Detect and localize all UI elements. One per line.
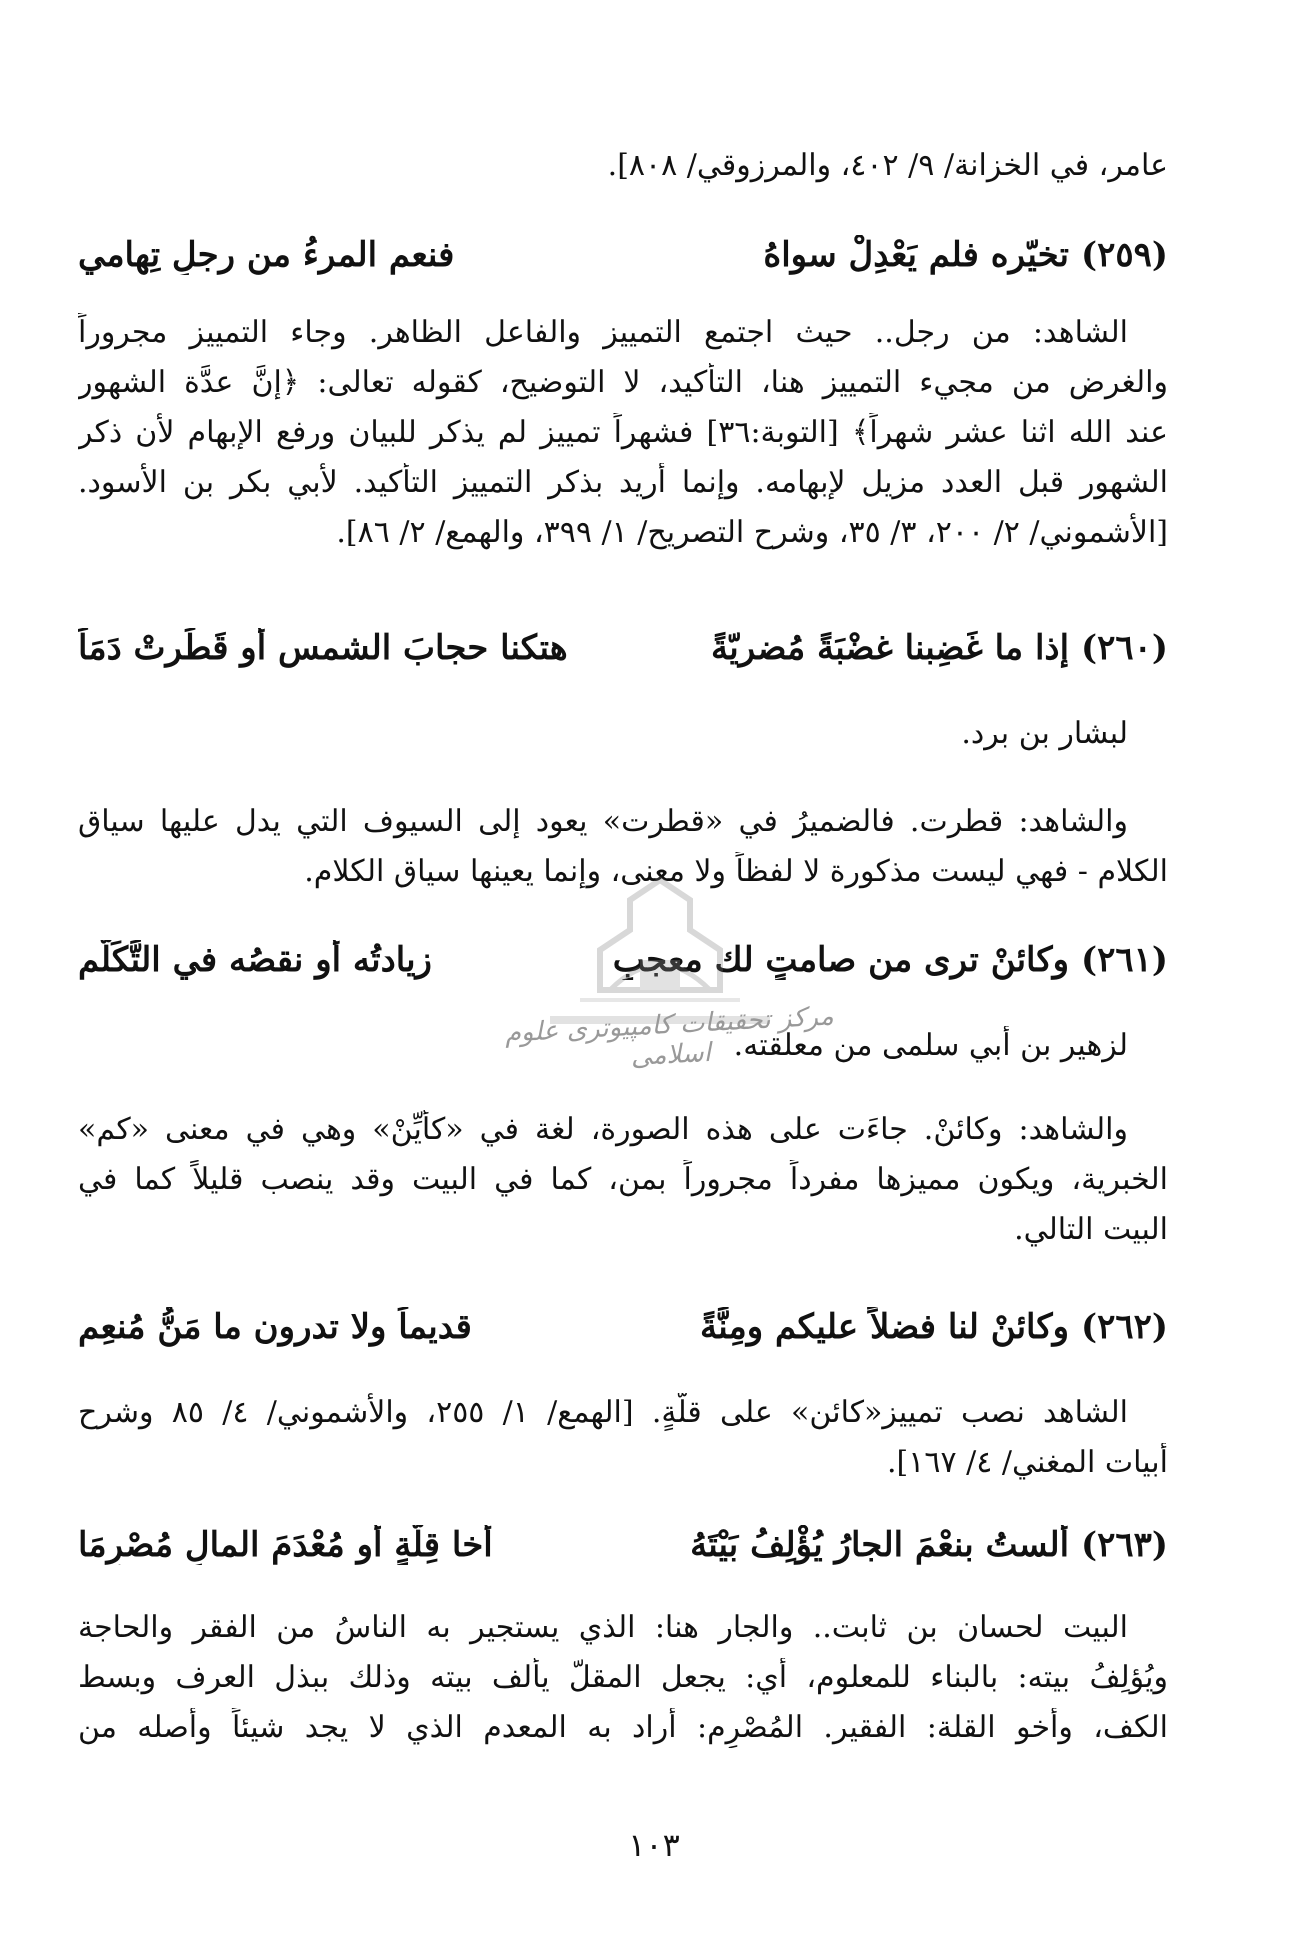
text-line: عامر، في الخزانة/ ٩/ ٤٠٢، والمرزوقي/ ٨٠٨].: [607, 148, 1168, 183]
text-line: [الأشموني/ ٢/ ٢٠٠، ٣/ ٣٥، وشرح التصريح/ ١/ ٣٩٩، والهمع/ ٢/ ٨٦].: [336, 515, 1168, 550]
verse-260: [78, 628, 1168, 668]
text-line: ويُؤلِفُ بيته: بالبناء للمعلوم، أي: يجعل المقلّ يألف بيته وذلك ببذل العرف وبسط: [78, 1660, 1168, 1695]
verse-262: [78, 1307, 1168, 1347]
verse-number: (٢٦٢): [1081, 1307, 1168, 1347]
watermark-text: مركز تحقیقات کامپیوتری علوم اسلامی: [503, 1001, 835, 1073]
text-line: لبشار بن برد.: [961, 716, 1128, 751]
verse-hemistich-2: أخا قِلَّةٍ أو مُعْدَمَ المالِ مُصْرِمَا: [78, 1525, 493, 1565]
verse-hemistich-1: تخيّره فلم يَعْدِلْ سواهُ: [763, 235, 1070, 275]
verse-number: (٢٥٩): [1081, 235, 1168, 275]
verse-hemistich-2: قديماً ولا تدرون ما مَنُّ مُنعِمِ: [78, 1307, 472, 1347]
text-line: الخبرية، ويكون مميزها مفرداً مجروراً بمن، كما في البيت وقد ينصب قليلاً كما في: [78, 1162, 1168, 1197]
page-number: ١٠٣: [628, 1826, 680, 1864]
verse-263: [78, 1525, 1168, 1565]
verse-259: [78, 235, 1168, 275]
text-line: الكلام - فهي ليست مذكورة لا لفظاً ولا معنى، وإنما يعينها سياق الكلام.: [304, 854, 1168, 889]
text-line: لزهير بن أبي سلمى من معلقته.: [733, 1028, 1128, 1063]
verse-number: (٢٦٣): [1081, 1525, 1168, 1565]
verse-hemistich-1: إذا ما غَضِبنا غضْبَةً مُضريّةً: [711, 628, 1070, 668]
text-line: أبيات المغني/ ٤/ ١٦٧].: [886, 1445, 1168, 1480]
text-line: البيت التالي.: [1014, 1212, 1168, 1247]
text-line: والشاهد: قطرت. فالضميرُ في «قطرت» يعود إلى السيوف التي يدل عليها سياق: [78, 804, 1128, 839]
text-line: الشاهد: من رجل.. حيث اجتمع التمييز والفاعل الظاهر. وجاء التمييز مجروراً: [78, 315, 1128, 350]
text-line: والغرض من مجيء التمييز هنا، التأكيد، لا التوضيح، كقوله تعالى: ﴿إنَّ عدَّة الشهور: [78, 365, 1168, 400]
text-line: والشاهد: وكائنْ. جاءَت على هذه الصورة، لغة في «كأيِّنْ» وهي في معنى «كم»: [78, 1112, 1128, 1147]
verse-number: (٢٦٠): [1081, 628, 1168, 668]
verse-hemistich-1: وكائنْ لنا فضلاً عليكم ومِنَّةً: [700, 1307, 1070, 1347]
text-line: الشاهد نصب تمييز«كائن» على قلّةٍ. [الهمع/ ١/ ٢٥٥، والأشموني/ ٤/ ٨٥ وشرح: [78, 1395, 1128, 1430]
verse-hemistich-1: وكائنْ ترى من صامتٍ لك معجبٍ: [612, 940, 1070, 980]
text-line: الشهور قبل العدد مزيل لإبهامه. وإنما أريد بذكر التمييز التأكيد. لأبي بكر بن الأسود.: [78, 465, 1168, 500]
text-line: الكف، وأخو القلة: الفقير. المُصْرِم: أراد به المعدم الذي لا يجد شيئاً وأصله من: [78, 1710, 1168, 1745]
verse-number: (٢٦١): [1081, 940, 1168, 980]
text-line: البيت لحسان بن ثابت.. والجار هنا: الذي يستجير به الناسُ من الفقر والحاجة: [78, 1610, 1128, 1645]
verse-hemistich-2: زيادتُه أو نقصُه في التَّكَلُّم: [78, 940, 432, 980]
watermark-logo-icon: [490, 860, 830, 1120]
verse-hemistich-2: هتكنا حجابَ الشمسِ أو قَطَرتْ دَمَاً: [78, 628, 568, 668]
verse-hemistich-2: فنعم المرءُ من رجلٍ تِهامي: [78, 235, 455, 275]
verse-hemistich-1: ألستُ بنعْمَ الجارُ يُؤْلِفُ بَيْتَهُ: [690, 1525, 1070, 1565]
text-line: عند الله اثنا عشر شهراً﴾ [التوبة:٣٦] فشهراً تمييز لم يذكر للبيان ورفع الإبهام لأن ذكر: [78, 415, 1168, 450]
